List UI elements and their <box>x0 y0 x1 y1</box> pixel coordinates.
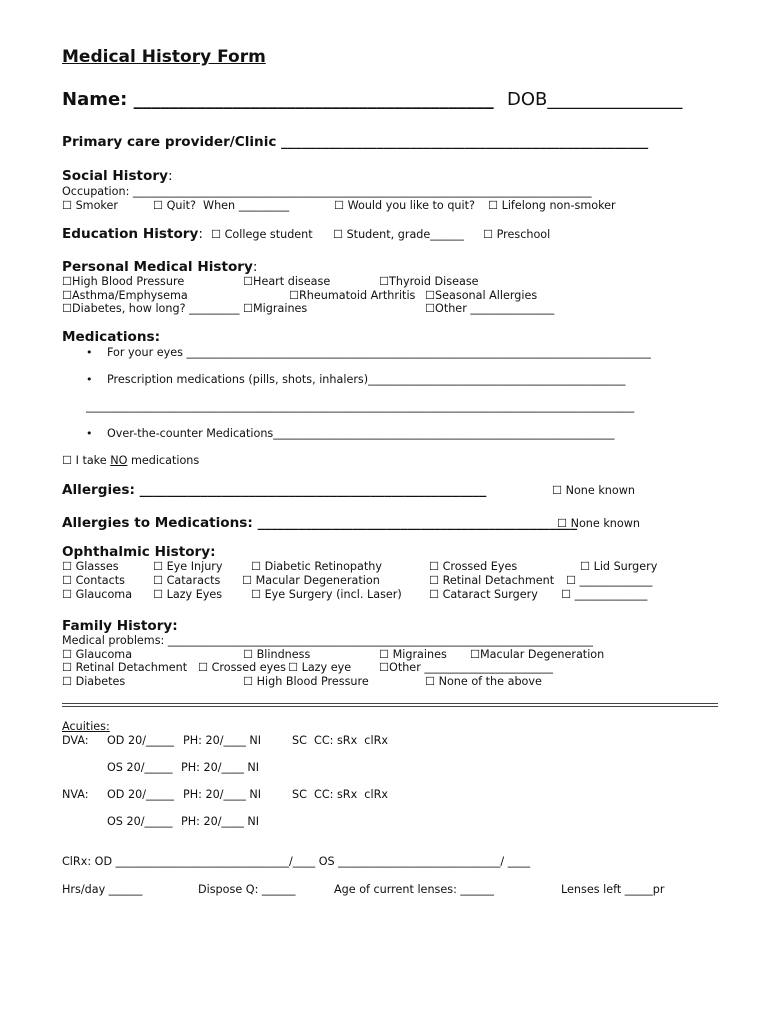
seasonal-allergies-checkbox[interactable]: ☐Seasonal Allergies <box>425 289 538 302</box>
medications-heading: Medications: <box>62 329 161 345</box>
family-retinal-checkbox[interactable]: ☐ Retinal Detachment <box>62 661 188 674</box>
diabetes-checkbox[interactable]: ☐Diabetes, how long? _________ <box>62 302 240 315</box>
nva-sc-cc-field[interactable]: SC CC: sRx clRx <box>292 788 388 801</box>
social-history-heading: Social History: <box>62 168 173 184</box>
quit-checkbox[interactable]: ☐ Quit? When _________ <box>153 199 290 212</box>
dva-label: DVA: <box>62 734 89 747</box>
nva-os-ph-field[interactable]: PH: 20/____ NI <box>181 815 260 828</box>
cataract-surgery-checkbox[interactable]: ☐ Cataract Surgery <box>429 588 538 601</box>
no-medications-checkbox[interactable]: ☐ I take NO medications <box>62 454 200 467</box>
family-lazy-eye-checkbox[interactable]: ☐ Lazy eye <box>288 661 352 674</box>
migraines-checkbox[interactable]: ☐Migraines <box>243 302 308 315</box>
contacts-checkbox[interactable]: ☐ Contacts <box>62 574 125 587</box>
eye-injury-checkbox[interactable]: ☐ Eye Injury <box>153 560 223 573</box>
glaucoma-checkbox[interactable]: ☐ Glaucoma <box>62 588 133 601</box>
ophthalmic-history-heading: Ophthalmic History: <box>62 544 216 560</box>
eye-medications-field[interactable]: For your eyes ___________________________________________________________________________________ <box>107 346 651 359</box>
hours-per-day-field[interactable]: Hrs/day ______ <box>62 883 143 896</box>
thyroid-disease-checkbox[interactable]: ☐Thyroid Disease <box>379 275 479 288</box>
prescription-medications-field[interactable]: Prescription medications (pills, shots, inhalers)______________________________________________ <box>107 373 626 386</box>
family-crossed-eyes-checkbox[interactable]: ☐ Crossed eyes <box>198 661 287 674</box>
eye-surgery-checkbox[interactable]: ☐ Eye Surgery (incl. Laser) <box>251 588 402 601</box>
medication-allergies-none-checkbox[interactable]: ☐ None known <box>557 517 640 530</box>
form-title: Medical History Form <box>62 47 266 67</box>
allergies-none-checkbox[interactable]: ☐ None known <box>552 484 635 497</box>
lens-age-field[interactable]: Age of current lenses: ______ <box>334 883 494 896</box>
would-quit-checkbox[interactable]: ☐ Would you like to quit? <box>334 199 475 212</box>
family-migraines-checkbox[interactable]: ☐ Migraines <box>379 648 447 661</box>
family-hbp-checkbox[interactable]: ☐ High Blood Pressure <box>243 675 369 688</box>
lenses-left-field[interactable]: Lenses left _____pr <box>561 883 665 896</box>
clrx-field[interactable]: ClRx: OD _______________________________/____ OS _____________________________/ ____ <box>62 855 531 868</box>
college-student-checkbox[interactable]: ☐ College student <box>211 228 313 241</box>
asthma-checkbox[interactable]: ☐Asthma/Emphysema <box>62 289 188 302</box>
cataracts-checkbox[interactable]: ☐ Cataracts <box>153 574 221 587</box>
nva-od-field[interactable]: OD 20/_____ <box>107 788 174 801</box>
heart-disease-checkbox[interactable]: ☐Heart disease <box>243 275 331 288</box>
medications-extra-line[interactable]: __________________________________________________________________________________________________ <box>86 400 635 413</box>
lifelong-nonsmoker-checkbox[interactable]: ☐ Lifelong non-smoker <box>488 199 616 212</box>
student-grade-checkbox[interactable]: ☐ Student, grade______ <box>333 228 464 241</box>
preschool-checkbox[interactable]: ☐ Preschool <box>483 228 551 241</box>
family-none-checkbox[interactable]: ☐ None of the above <box>425 675 542 688</box>
dva-os-ph-field[interactable]: PH: 20/____ NI <box>181 761 260 774</box>
nva-od-ph-field[interactable]: PH: 20/____ NI <box>183 788 262 801</box>
diabetic-retinopathy-checkbox[interactable]: ☐ Diabetic Retinopathy <box>251 560 382 573</box>
family-history-heading: Family History: <box>62 618 178 634</box>
name-field[interactable]: Name: ________________________________________ <box>62 89 494 110</box>
family-other-checkbox[interactable]: ☐Other _______________________ <box>379 661 554 674</box>
macular-degeneration-checkbox[interactable]: ☐ Macular Degeneration <box>242 574 380 587</box>
bullet-icon: • <box>86 346 93 359</box>
bullet-icon: • <box>86 373 93 386</box>
lazy-eyes-checkbox[interactable]: ☐ Lazy Eyes <box>153 588 223 601</box>
retinal-detachment-checkbox[interactable]: ☐ Retinal Detachment <box>429 574 555 587</box>
occupation-field[interactable]: Occupation: __________________________________________________________________________________ <box>62 185 592 198</box>
acuities-label: Acuities: <box>62 720 110 733</box>
glasses-checkbox[interactable]: ☐ Glasses <box>62 560 119 573</box>
personal-medical-history-heading: Personal Medical History: <box>62 259 258 275</box>
crossed-eyes-checkbox[interactable]: ☐ Crossed Eyes <box>429 560 518 573</box>
primary-care-field[interactable]: Primary care provider/Clinic ______________________________________________________ <box>62 134 649 150</box>
divider-line <box>62 706 718 707</box>
education-history-heading: Education History: <box>62 226 203 242</box>
dva-sc-cc-field[interactable]: SC CC: sRx clRx <box>292 734 388 747</box>
nva-os-field[interactable]: OS 20/_____ <box>107 815 173 828</box>
dva-od-ph-field[interactable]: PH: 20/____ NI <box>183 734 262 747</box>
family-diabetes-checkbox[interactable]: ☐ Diabetes <box>62 675 126 688</box>
family-glaucoma-checkbox[interactable]: ☐ Glaucoma <box>62 648 133 661</box>
other-checkbox[interactable]: ☐Other _______________ <box>425 302 555 315</box>
family-macular-checkbox[interactable]: ☐Macular Degeneration <box>470 648 605 661</box>
medication-allergies-field[interactable]: Allergies to Medications: _______________________________________________ <box>62 515 578 531</box>
dispose-field[interactable]: Dispose Q: ______ <box>198 883 296 896</box>
divider-line <box>62 703 718 704</box>
allergies-field[interactable]: Allergies: ___________________________________________________ <box>62 482 487 498</box>
dva-od-field[interactable]: OD 20/_____ <box>107 734 174 747</box>
dva-os-field[interactable]: OS 20/_____ <box>107 761 173 774</box>
ophthalmic-other-checkbox-1[interactable]: ☐ _____________ <box>566 574 653 587</box>
rheumatoid-arthritis-checkbox[interactable]: ☐Rheumatoid Arthritis <box>289 289 416 302</box>
smoker-checkbox[interactable]: ☐ Smoker <box>62 199 118 212</box>
otc-medications-field[interactable]: Over-the-counter Medications_____________________________________________________________ <box>107 427 615 440</box>
high-blood-pressure-checkbox[interactable]: ☐High Blood Pressure <box>62 275 185 288</box>
dob-field[interactable]: DOB_______________ <box>507 89 683 110</box>
nva-label: NVA: <box>62 788 89 801</box>
lid-surgery-checkbox[interactable]: ☐ Lid Surgery <box>580 560 658 573</box>
family-medical-problems-field[interactable]: Medical problems: ____________________________________________________________________________ <box>62 634 593 647</box>
bullet-icon: • <box>86 427 93 440</box>
family-blindness-checkbox[interactable]: ☐ Blindness <box>243 648 311 661</box>
ophthalmic-other-checkbox-2[interactable]: ☐ _____________ <box>561 588 648 601</box>
